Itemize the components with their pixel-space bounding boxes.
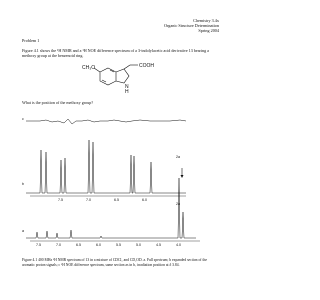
methoxy-label: CH₃O xyxy=(82,65,96,71)
trace-a-label: a xyxy=(22,229,24,233)
lower-tick-7: 4.5 xyxy=(156,243,161,247)
hydrogen-label: H xyxy=(125,89,129,95)
lower-tick-2: 7.0 xyxy=(56,243,61,247)
lower-tick-1: 7.5 xyxy=(36,243,41,247)
upper-tick-4: 6.0 xyxy=(142,198,147,202)
course-term: Spring 2004 xyxy=(198,28,219,34)
problem-intro: Figure 4.1 shows the ¹H NMR and a ¹H NOE difference spectrum of a 3-indolylacetic acid derivative 13 bearing a methoxy group at the benzenoid ring. xyxy=(22,48,209,59)
problem-label: Problem 1 xyxy=(22,38,40,43)
lower-tick-5: 5.5 xyxy=(116,243,121,247)
noe-difference-trace xyxy=(26,119,186,124)
course-code: Chemistry 3.4x xyxy=(193,18,219,23)
lower-tick-8: 4.0 xyxy=(176,243,181,247)
trace-c-label: c xyxy=(22,117,24,121)
figure-caption: Figure 4.1 400 MHz ¹H NMR spectrum of 13 in a mixture of CDCl₃ and CD₃OD. a. Full spectrum; b expanded section of the aromatic proton signals; c ¹H NOE difference spectrum, same section as in b, irradiation position at δ 3.84. xyxy=(22,258,207,267)
expanded-aromatic-trace xyxy=(26,140,186,193)
upper-tick-3: 6.5 xyxy=(114,198,119,202)
trace-b-label: b xyxy=(22,182,24,186)
upper-tick-2: 7.0 xyxy=(86,198,91,202)
peak-label-lower: 2a xyxy=(176,202,180,206)
question-text: What is the position of the methoxy group? xyxy=(22,100,94,105)
lower-tick-4: 6.0 xyxy=(96,243,101,247)
acid-label: COOH xyxy=(139,63,154,69)
irradiation-arrow-icon xyxy=(181,168,184,178)
upper-tick-1: 7.5 xyxy=(58,198,63,202)
full-spectrum-trace xyxy=(26,178,196,238)
nitrogen-label: N xyxy=(125,84,129,90)
lower-tick-6: 5.0 xyxy=(136,243,141,247)
course-title: Organic Structure Determination xyxy=(163,23,219,29)
peak-label-upper: 2a xyxy=(176,155,180,159)
lower-tick-3: 6.5 xyxy=(76,243,81,247)
